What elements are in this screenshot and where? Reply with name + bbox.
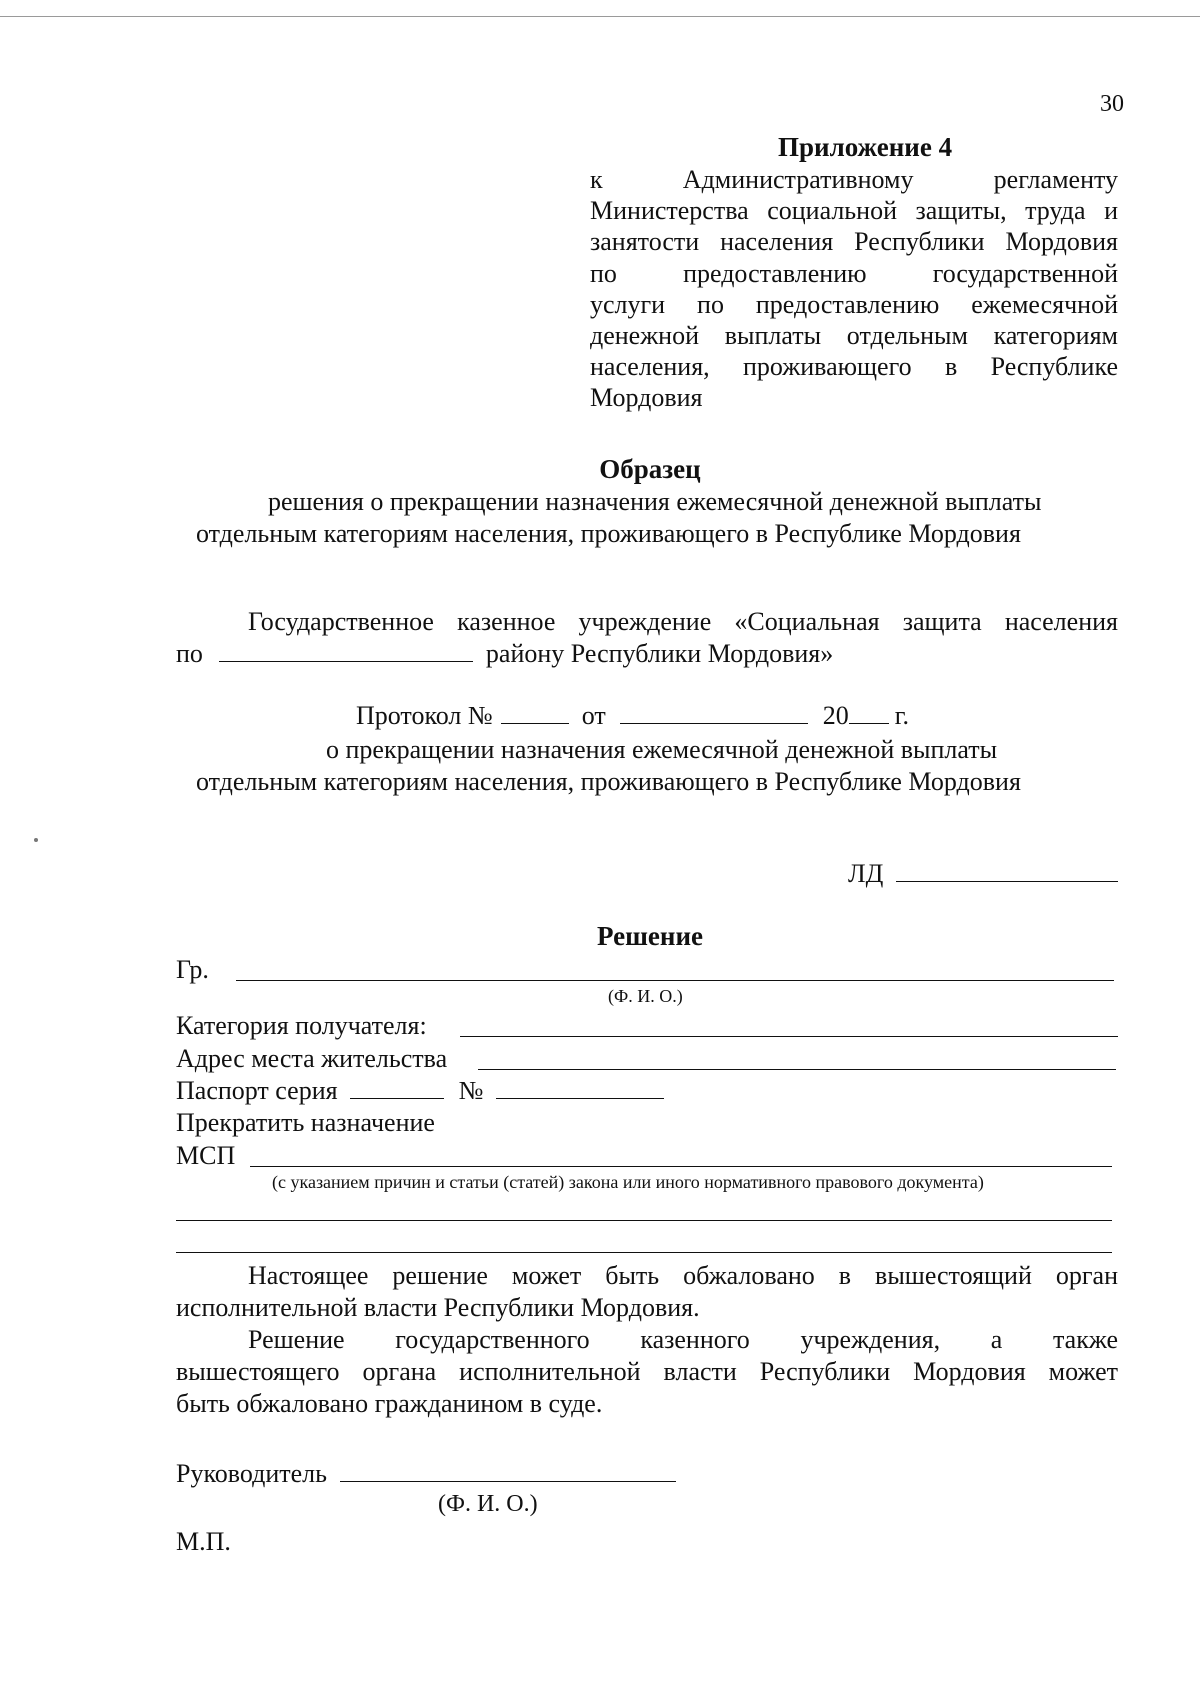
- citizen-fio-hint: (Ф. И. О.): [608, 986, 683, 1006]
- protocol-from: от: [581, 701, 606, 730]
- reason-blank-2[interactable]: [176, 1252, 1112, 1253]
- decision-title: Решение: [597, 921, 703, 951]
- head-signature-blank[interactable]: [340, 1459, 676, 1482]
- head-label: Руководитель: [176, 1459, 327, 1488]
- citizen-name-blank[interactable]: [236, 980, 1114, 981]
- appendix-text: [590, 164, 1118, 414]
- sample-title: Образец: [599, 454, 701, 484]
- ld-label: ЛД: [848, 859, 884, 888]
- passport-number-blank[interactable]: [496, 1076, 664, 1099]
- page-number: 30: [1100, 91, 1124, 117]
- ld-number-blank[interactable]: [896, 859, 1118, 882]
- institution-line-1: Государственное казенное учреждение «Социальная защита населения: [248, 607, 1118, 636]
- protocol-year-blank[interactable]: [849, 701, 889, 724]
- address-label: Адрес места жительства: [176, 1044, 448, 1073]
- institution-prefix: по: [176, 639, 203, 668]
- passport-label: Паспорт серия: [176, 1076, 338, 1105]
- appeal-p1-line-1: Настоящее решение может быть обжаловано в вышестоящий орган: [248, 1261, 1118, 1290]
- passport-series-blank[interactable]: [350, 1076, 444, 1099]
- head-fio-hint: (Ф. И. О.): [438, 1491, 538, 1517]
- msp-blank[interactable]: [250, 1166, 1112, 1167]
- appendix-line-7: населения, проживающего в Республике: [590, 352, 1118, 382]
- protocol-subtitle-1: о прекращении назначения ежемесячной денежной выплаты: [326, 735, 998, 764]
- reason-blank-1[interactable]: [176, 1220, 1112, 1221]
- msp-label: МСП: [176, 1141, 236, 1170]
- appendix-line-8: Мордовия: [590, 383, 703, 413]
- sample-subtitle-1: решения о прекращении назначения ежемесячной денежной выплаты: [268, 487, 1042, 516]
- scan-speck: [34, 838, 38, 842]
- terminate-label: Прекратить назначение: [176, 1108, 435, 1137]
- appeal-p2-line-3: быть обжаловано гражданином в суде.: [176, 1389, 603, 1418]
- citizen-label: Гр.: [176, 955, 209, 984]
- appendix-line-3: занятости населения Республики Мордовия: [590, 227, 1118, 257]
- protocol-number-blank[interactable]: [501, 701, 569, 724]
- scan-edge-line: [0, 16, 1200, 17]
- category-label: Категория получателя:: [176, 1011, 427, 1040]
- category-blank[interactable]: [460, 1036, 1118, 1037]
- stamp-label: М.П.: [176, 1527, 231, 1556]
- protocol-label: Протокол №: [356, 701, 493, 730]
- appendix-line-5: услуги по предоставлению ежемесячной: [590, 289, 1118, 319]
- protocol-line: [356, 700, 909, 731]
- appeal-p1-line-2: исполнительной власти Республики Мордовия.: [176, 1293, 700, 1322]
- appeal-p2-line-1: Решение государственного казенного учреждения, а также: [248, 1325, 1118, 1354]
- protocol-year-prefix: 20: [822, 701, 849, 730]
- ld-line: [848, 858, 1118, 889]
- district-blank[interactable]: [219, 639, 473, 662]
- sample-subtitle-2: отдельным категориям населения, проживающего в Республике Мордовия: [196, 519, 1021, 548]
- institution-suffix: району Республики Мордовия»: [485, 639, 834, 668]
- appendix-line-2: Министерства социальной защиты, труда и: [590, 196, 1118, 226]
- appendix-line-1: к Административному регламенту: [590, 165, 1118, 194]
- reason-hint: (с указанием причин и статьи (статей) закона или иного нормативного правового документа): [272, 1172, 984, 1192]
- protocol-year-suffix: г.: [894, 701, 909, 730]
- passport-no-label: №: [458, 1076, 484, 1105]
- appendix-title: Приложение 4: [778, 132, 953, 162]
- protocol-date-blank[interactable]: [620, 701, 808, 724]
- passport-line: [176, 1075, 664, 1106]
- address-blank[interactable]: [478, 1069, 1116, 1070]
- signature-line: [176, 1458, 676, 1489]
- protocol-subtitle-2: отдельным категориям населения, проживающего в Республике Мордовия: [196, 767, 1021, 796]
- appendix-line-6: денежной выплаты отдельным категориям: [590, 320, 1118, 350]
- institution-line-2: [176, 638, 833, 669]
- appendix-line-4: по предоставлению государственной: [590, 258, 1118, 288]
- appeal-p2-line-2: вышестоящего органа исполнительной власти Республики Мордовия может: [176, 1357, 1118, 1386]
